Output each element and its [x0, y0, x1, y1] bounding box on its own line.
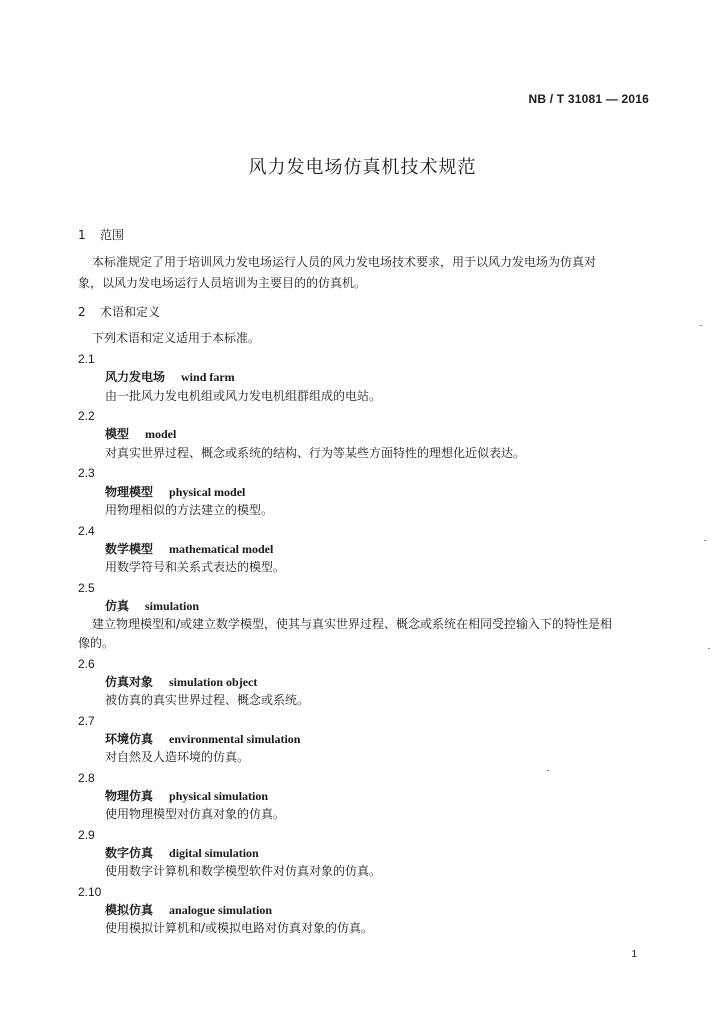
term-definition: 使用数字计算机和数学模型软件对仿真对象的仿真。 [105, 864, 382, 878]
term-number: 2.8 [78, 771, 95, 785]
term-definition: 建立物理模型和/或建立数学模型，使其与真实世界过程、概念或系统在相同受控输入下的特性是相 [92, 617, 613, 631]
term-name-zh: 模型 [105, 427, 130, 441]
term-definition: 由一批风力发电机组或风力发电机组群组成的电站。 [105, 389, 382, 403]
term-name-zh: 物理模型 [105, 485, 154, 499]
term-definition: 使用模拟计算机和/或模拟电路对仿真对象的仿真。 [105, 921, 374, 935]
term-number: 2.9 [78, 828, 95, 842]
section-title: 术语和定义 [100, 305, 161, 319]
scan-speck [547, 770, 549, 771]
term-number: 2.3 [78, 466, 95, 480]
term-number: 2.10 [78, 885, 102, 899]
term-name-en: physical model [169, 485, 246, 499]
term-name-en: digital simulation [169, 846, 259, 860]
term-definition: 对自然及人造环境的仿真。 [105, 750, 250, 764]
term-definition: 使用物理模型对仿真对象的仿真。 [105, 807, 286, 821]
term-name-en: simulation object [169, 675, 258, 689]
scan-speck [700, 325, 702, 326]
term-name-zh: 仿真 [105, 599, 130, 613]
section-number: 1 [78, 228, 86, 242]
term-number: 2.6 [78, 657, 95, 671]
term-name [105, 542, 273, 556]
term-name-en: simulation [145, 599, 200, 613]
term-name-en: analogue simulation [169, 903, 273, 917]
section-heading-scope [78, 228, 124, 242]
term-name [105, 846, 259, 860]
term-name-zh: 环境仿真 [105, 732, 154, 746]
term-definition: 用物理相似的方法建立的模型。 [105, 503, 274, 517]
section-title: 范围 [100, 228, 125, 242]
term-name [105, 485, 245, 499]
term-definition-continued: 像的。 [78, 636, 115, 650]
term-definition: 用数学符号和关系式表达的模型。 [105, 560, 286, 574]
term-number: 2.1 [78, 352, 95, 366]
term-name-zh: 风力发电场 [105, 370, 166, 384]
term-number: 2.7 [78, 714, 95, 728]
term-name-zh: 数字仿真 [105, 846, 154, 860]
terms-intro: 下列术语和定义适用于本标准。 [92, 331, 261, 345]
term-definition: 被仿真的真实世界过程、概念或系统。 [105, 693, 310, 707]
section-number: 2 [78, 305, 86, 319]
scope-text-line-2: 象，以风力发电场运行人员培训为主要目的的仿真机。 [78, 276, 367, 290]
term-name-zh: 模拟仿真 [105, 903, 154, 917]
term-name-zh: 数学模型 [105, 542, 154, 556]
term-number: 2.4 [78, 524, 95, 538]
term-name [105, 903, 272, 917]
term-name-en: mathematical model [169, 542, 274, 556]
term-name-zh: 仿真对象 [105, 675, 154, 689]
term-name-zh: 物理仿真 [105, 789, 154, 803]
term-name [105, 675, 257, 689]
term-definition: 对真实世界过程、概念或系统的结构、行为等某些方面特性的理想化近似表达。 [105, 446, 526, 460]
scope-text-line-1: 本标准规定了用于培训风力发电场运行人员的风力发电场技术要求，用于以风力发电场为仿真对 [92, 255, 597, 269]
term-name-en: physical simulation [169, 789, 269, 803]
scan-speck [708, 648, 710, 649]
term-name [105, 789, 268, 803]
standard-code: NB / T 31081 — 2016 [528, 92, 649, 106]
term-number: 2.2 [78, 409, 95, 423]
term-name [105, 427, 176, 441]
term-name-en: environmental simulation [169, 732, 301, 746]
term-name-en: wind farm [181, 370, 235, 384]
term-number: 2.5 [78, 581, 95, 595]
scan-speck [704, 540, 706, 541]
term-name [105, 370, 235, 384]
section-heading-terms [78, 305, 160, 319]
page-number: 1 [631, 949, 637, 960]
document-title: 风力发电场仿真机技术规范 [248, 157, 477, 178]
term-name [105, 599, 199, 613]
term-name [105, 732, 300, 746]
term-name-en: model [145, 427, 177, 441]
